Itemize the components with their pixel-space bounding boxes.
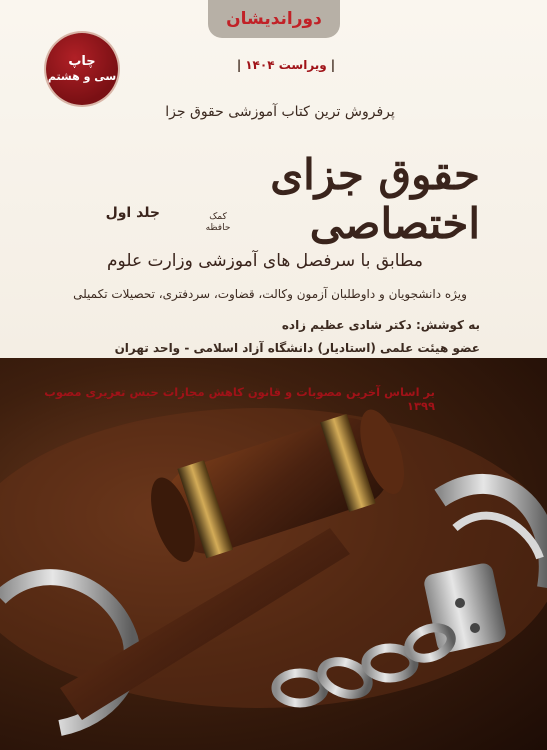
gavel-handcuffs-photo [0,358,547,750]
author-line: به کوشش: دکتر شادی عظیم زاده [281,318,480,332]
helper-line1: کمک [209,212,227,222]
legal-basis-note: بر اساس آخرین مصوبات و قانون کاهش مجازات حبس تعزیری مصوب ۱۳۹۹ [44,385,435,413]
gavel-and-handcuffs-illustration [0,358,547,750]
edition-text: ویراست ۱۴۰۴ [245,58,327,72]
publisher-logo [208,0,340,38]
publisher-name: دوراندیشان [226,9,322,29]
print-seal-line1: چاپ [68,54,96,69]
author-affiliation: عضو هیئت علمی (استادیار) دانشگاه آزاد اسلامی - واحد تهران [114,341,480,355]
book-title: حقوق جزای اختصاصی [270,150,480,248]
print-seal-line2: سی و هشتم [47,70,117,83]
audience-line: ویژه دانشجویان و داوطلبان آزمون وکالت، قضاوت، سردفتری، تحصیلات تکمیلی [73,287,467,301]
book-subtitle: مطابق با سرفصل های آموزشی وزارت علوم [107,251,423,271]
rivet [455,598,465,608]
volume-label: جلد اول [105,205,160,221]
rivet [470,623,480,633]
helper-line2: حافظه [205,223,231,233]
helper-label [193,212,243,234]
print-edition-seal [46,33,118,105]
edition-label: |ویراست ۱۴۰۴| [236,58,336,72]
bestseller-tagline: پرفروش ترین کتاب آموزشی حقوق جزا [165,104,395,120]
